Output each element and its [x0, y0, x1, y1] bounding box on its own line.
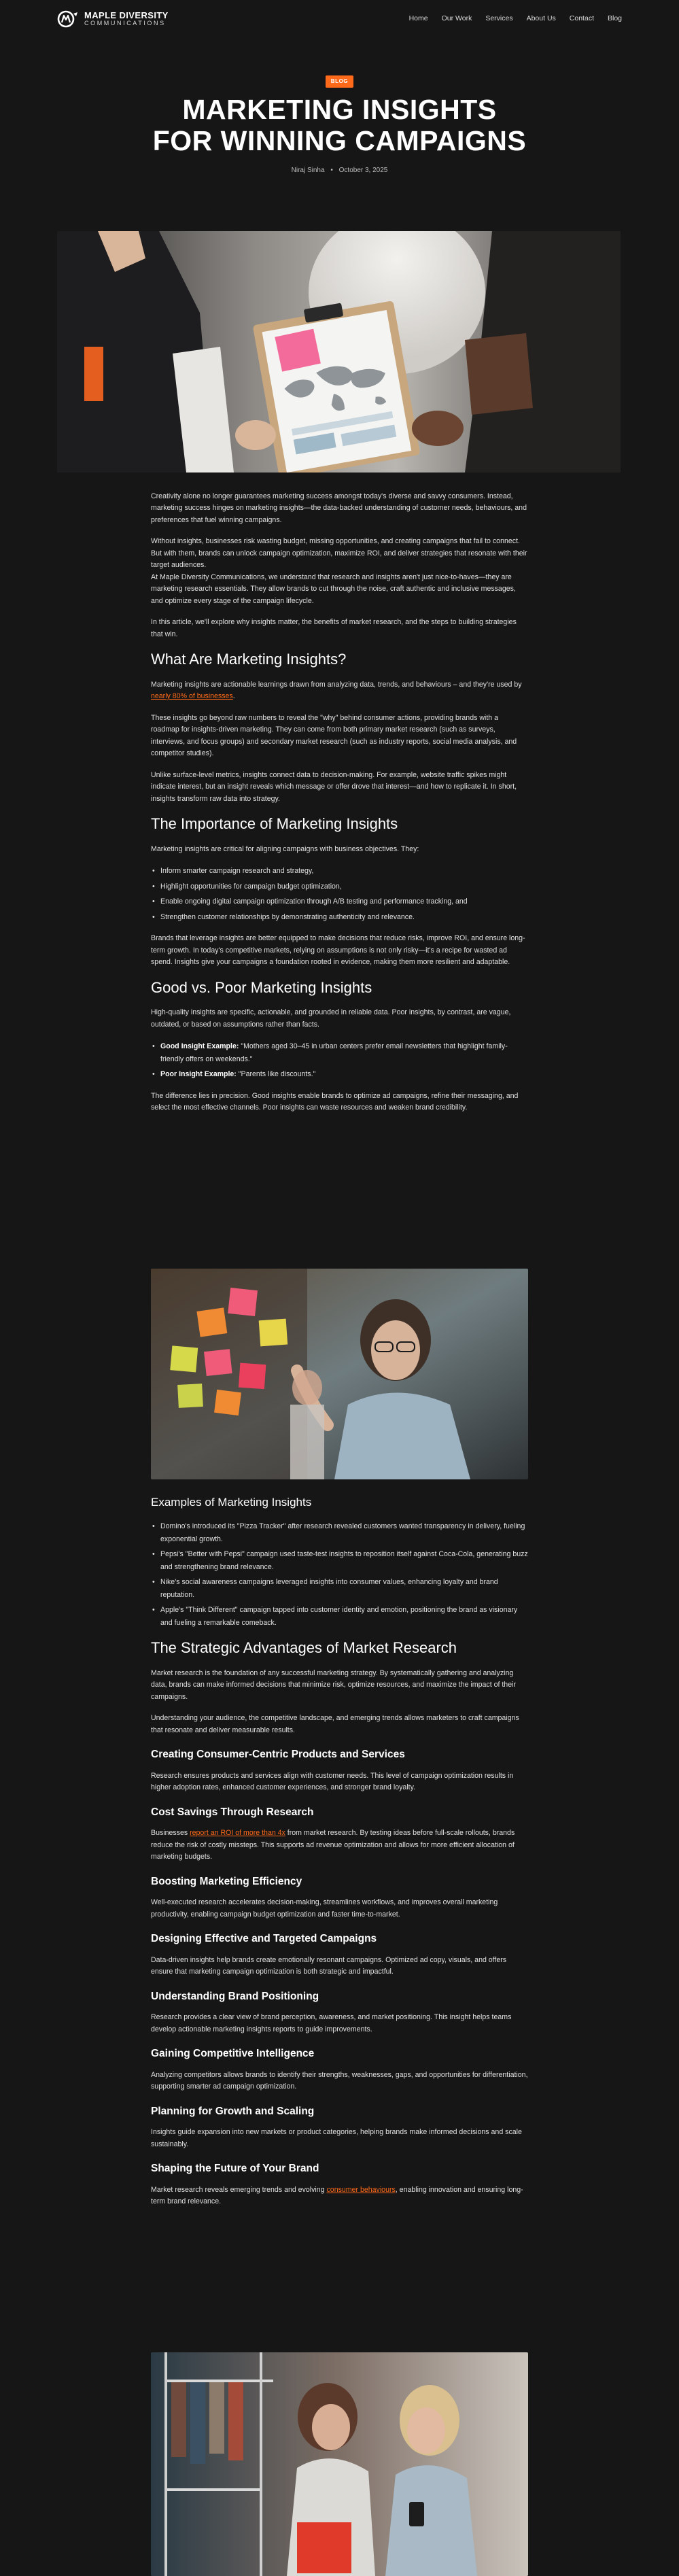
subheading-positioning: Understanding Brand Positioning	[151, 1990, 319, 2002]
sticky-notes-photo	[151, 1269, 528, 1479]
nav-services[interactable]: Services	[485, 14, 513, 23]
inline-image-sticky-notes	[151, 1269, 528, 1479]
list-item: • Highlight opportunities for campaign budget optimization,	[151, 880, 528, 893]
post-meta	[0, 165, 679, 177]
paragraph: Understanding your audience, the competitive landscape, and emerging trends allows marketers to craft campaigns that resonate and deliver measurable results.	[151, 1714, 519, 1734]
paragraph-text: Marketing insights are actionable learnings drawn from analyzing data, trends, and behaviours – and they're used by	[151, 680, 522, 689]
intro-text: At Maple Diversity Communications, we understand that research and insights aren't just nice-to-haves—they are marketing research essentials. They allow brands to cut through the noise, craft authentic and inclusive messages, and optimize every stage of the campaign lifecycle.	[151, 572, 516, 605]
paragraph-text: .	[232, 692, 235, 701]
article-body-part2	[151, 1490, 528, 2218]
nav-home[interactable]: Home	[408, 14, 428, 23]
featured-photo	[57, 231, 621, 473]
list-item: • Apple's "Think Different" campaign tapped into customer identity and emotion, positioning the brand as visionary and fueling a remarkable comeback.	[151, 1604, 528, 1629]
post-date: October 3, 2025	[338, 166, 388, 174]
subheading-efficiency: Boosting Marketing Efficiency	[151, 1875, 302, 1887]
section-heading-examples: Examples of Marketing Insights	[151, 1496, 312, 1509]
importance-list	[151, 865, 528, 923]
logo-wordmark-line2: COMMUNICATIONS	[84, 20, 166, 27]
page-title: MARKETING INSIGHTS FOR WINNING CAMPAIGNS	[152, 94, 527, 156]
list-item: • Pepsi's "Better with Pepsi" campaign used taste-test insights to reposition itself against Coca-Cola, generating buzz and strengthening brand relevance.	[151, 1548, 528, 1573]
site-header	[0, 0, 679, 38]
nav-blog[interactable]: Blog	[607, 14, 622, 23]
site-logo[interactable]	[57, 10, 169, 28]
list-item: • Strengthen customer relationships by demonstrating authenticity and relevance.	[151, 911, 528, 924]
subheading-designing: Designing Effective and Targeted Campaigns	[151, 1933, 377, 1945]
paragraph: Brands that leverage insights are better equipped to make decisions that reduce risks, improve ROI, and ensure long-term growth. In today's competitive markets, relying on assumptions is not only risky—it's a recipe for wasted ad spend. Insights give your campaigns a foundation rooted in evidence, making them more resilient and adaptable.	[151, 934, 525, 967]
good-insight-label: Good Insight Example:	[160, 1042, 239, 1051]
inline-image-shoppers	[151, 2352, 528, 2576]
subheading-consumer-centric: Creating Consumer-Centric Products and Services	[151, 1749, 405, 1761]
paragraph-text: from market research. By testing ideas before full-scale rollouts, brands reduce the risk of costly missteps. This supports ad revenue optimization and allows for more efficient allocation of marketing budgets.	[151, 1829, 515, 1861]
section-heading-good-poor: Good vs. Poor Marketing Insights	[151, 978, 372, 996]
paragraph-text: , enabling innovation and ensuring long-term brand relevance.	[151, 2185, 523, 2206]
list-item	[151, 1068, 528, 1081]
list-item: • Enable ongoing digital campaign optimization through A/B testing and performance tracking, and	[151, 895, 528, 908]
paragraph-text: Market research reveals emerging trends and evolving	[151, 2185, 327, 2194]
maple-logo-icon	[57, 10, 79, 28]
post-author[interactable]: Niraj Sinha	[291, 166, 325, 174]
section-heading-what: What Are Marketing Insights?	[151, 651, 347, 668]
intro-paragraph: Creativity alone no longer guarantees marketing success amongst today's diverse and savvy consumers. Instead, marketing success hinges on marketing insights—the data-backed understanding of customer needs, behaviours, and preferences that fuel winning campaigns.	[151, 492, 527, 524]
paragraph: Unlike surface-level metrics, insights connect data to decision-making. For example, website traffic spikes might indicate interest, but an insight reveals which message or offer drove that interest—and how to replicate it. In short, insights transform raw data into strategy.	[151, 770, 517, 803]
logo-wordmark-line1: MAPLE DIVERSITY	[84, 10, 169, 21]
paragraph: These insights go beyond raw numbers to reveal the "why" behind consumer actions, providing brands with a roadmap for insights-driven marketing. They can come from both primary market research (such as surveys, interviews, and focus groups) and secondary market research (such as industry reports, social media analysis, and competitor studies).	[151, 713, 517, 758]
list-item	[151, 1040, 528, 1065]
intro-paragraph: In this article, we'll explore why insights matter, the benefits of market research, and the steps to building strategies that win.	[151, 618, 517, 638]
subheading-future: Shaping the Future of Your Brand	[151, 2163, 319, 2175]
category-badge[interactable]: BLOG	[326, 75, 354, 88]
section-heading-advantages: The Strategic Advantages of Market Research	[151, 1639, 457, 1657]
paragraph: High-quality insights are specific, actionable, and grounded in reliable data. Poor insights, by contrast, are vague, outdated, or based on assumptions rather than facts.	[151, 1008, 511, 1029]
main-nav	[409, 13, 622, 24]
poor-insight-label: Poor Insight Example:	[160, 1070, 237, 1079]
list-item: • Inform smarter campaign research and strategy,	[151, 865, 528, 878]
list-item: • Nike's social awareness campaigns leveraged insights into consumer values, enhancing loyalty and brand reputation.	[151, 1576, 528, 1601]
consumer-behaviours-link[interactable]: consumer behaviours	[326, 2185, 396, 2194]
article-body-part1	[151, 491, 528, 1124]
paragraph: Analyzing competitors allows brands to identify their strengths, weaknesses, gaps, and opportunities for differentiation, supporting smarter ad campaign optimization.	[151, 2070, 528, 2091]
paragraph: Market research is the foundation of any successful marketing strategy. By systematically gathering and analyzing data, brands can make informed decisions that minimize risk, optimize resources, and maximize the impact of their campaigns.	[151, 1668, 516, 1701]
nav-contact[interactable]: Contact	[569, 14, 594, 23]
intro-paragraph	[151, 536, 528, 607]
subheading-growth: Planning for Growth and Scaling	[151, 2105, 315, 2117]
subheading-competitive: Gaining Competitive Intelligence	[151, 2048, 315, 2060]
brand-examples-list	[151, 1520, 528, 1629]
subheading-cost-savings: Cost Savings Through Research	[151, 1806, 314, 1818]
paragraph	[151, 2184, 528, 2208]
paragraph	[151, 679, 528, 703]
paragraph: Data-driven insights help brands create emotionally resonant campaigns. Optimized ad copy, visuals, and offers ensure that marketing campaign optimization is both strategic and impactful.	[151, 1955, 507, 1976]
section-heading-importance: The Importance of Marketing Insights	[151, 814, 398, 832]
stat-link-80-percent[interactable]: nearly 80% of businesses	[151, 692, 233, 701]
paragraph: Research ensures products and services align with customer needs. This level of campaign optimization results in higher adoption rates, enhanced customer experiences, and stronger brand loyalty.	[151, 1771, 514, 1792]
roi-link[interactable]: report an ROI of more than 4x	[190, 1829, 285, 1838]
paragraph: The difference lies in precision. Good insights enable brands to optimize ad campaigns, refine their messaging, and select the most effective channels. Poor insights can waste resources and weaken brand credibility.	[151, 1091, 519, 1112]
nav-our-work[interactable]: Our Work	[441, 14, 472, 23]
insight-examples-list	[151, 1040, 528, 1081]
paragraph	[151, 1827, 528, 1863]
list-item: • Domino's introduced its "Pizza Tracker" after research revealed customers wanted transparency in delivery, fueling exponential growth.	[151, 1520, 528, 1545]
hero	[0, 75, 679, 176]
good-insight-text: "Mothers aged 30–45 in urban centers prefer email newsletters that highlight family-friendly offers on weekends."	[160, 1042, 508, 1063]
paragraph: Marketing insights are critical for aligning campaigns with business objectives. They:	[151, 844, 419, 853]
paragraph: Research provides a clear view of brand perception, awareness, and market positioning. This insight helps teams develop actionable marketing insights reports to guide improvements.	[151, 2013, 512, 2033]
nav-about-us[interactable]: About Us	[526, 14, 556, 23]
paragraph-text: Businesses	[151, 1829, 190, 1838]
intro-text: Without insights, businesses risk wasting budget, missing opportunities, and creating campaigns that fail to connect. But with them, brands can unlock campaign optimization, maximize ROI, and deliver strategies that resonate with their target audiences.	[151, 537, 527, 570]
shoppers-photo	[151, 2352, 528, 2576]
paragraph: Insights guide expansion into new markets or product categories, helping brands make informed decisions and scale sustainably.	[151, 2128, 522, 2148]
featured-image	[57, 231, 621, 473]
poor-insight-text: "Parents like discounts."	[236, 1070, 316, 1079]
paragraph: Well-executed research accelerates decision-making, streamlines workflows, and improves overall marketing productivity, enabling campaign budget optimization and faster time-to-market.	[151, 1898, 498, 1919]
meta-separator: •	[330, 166, 333, 174]
